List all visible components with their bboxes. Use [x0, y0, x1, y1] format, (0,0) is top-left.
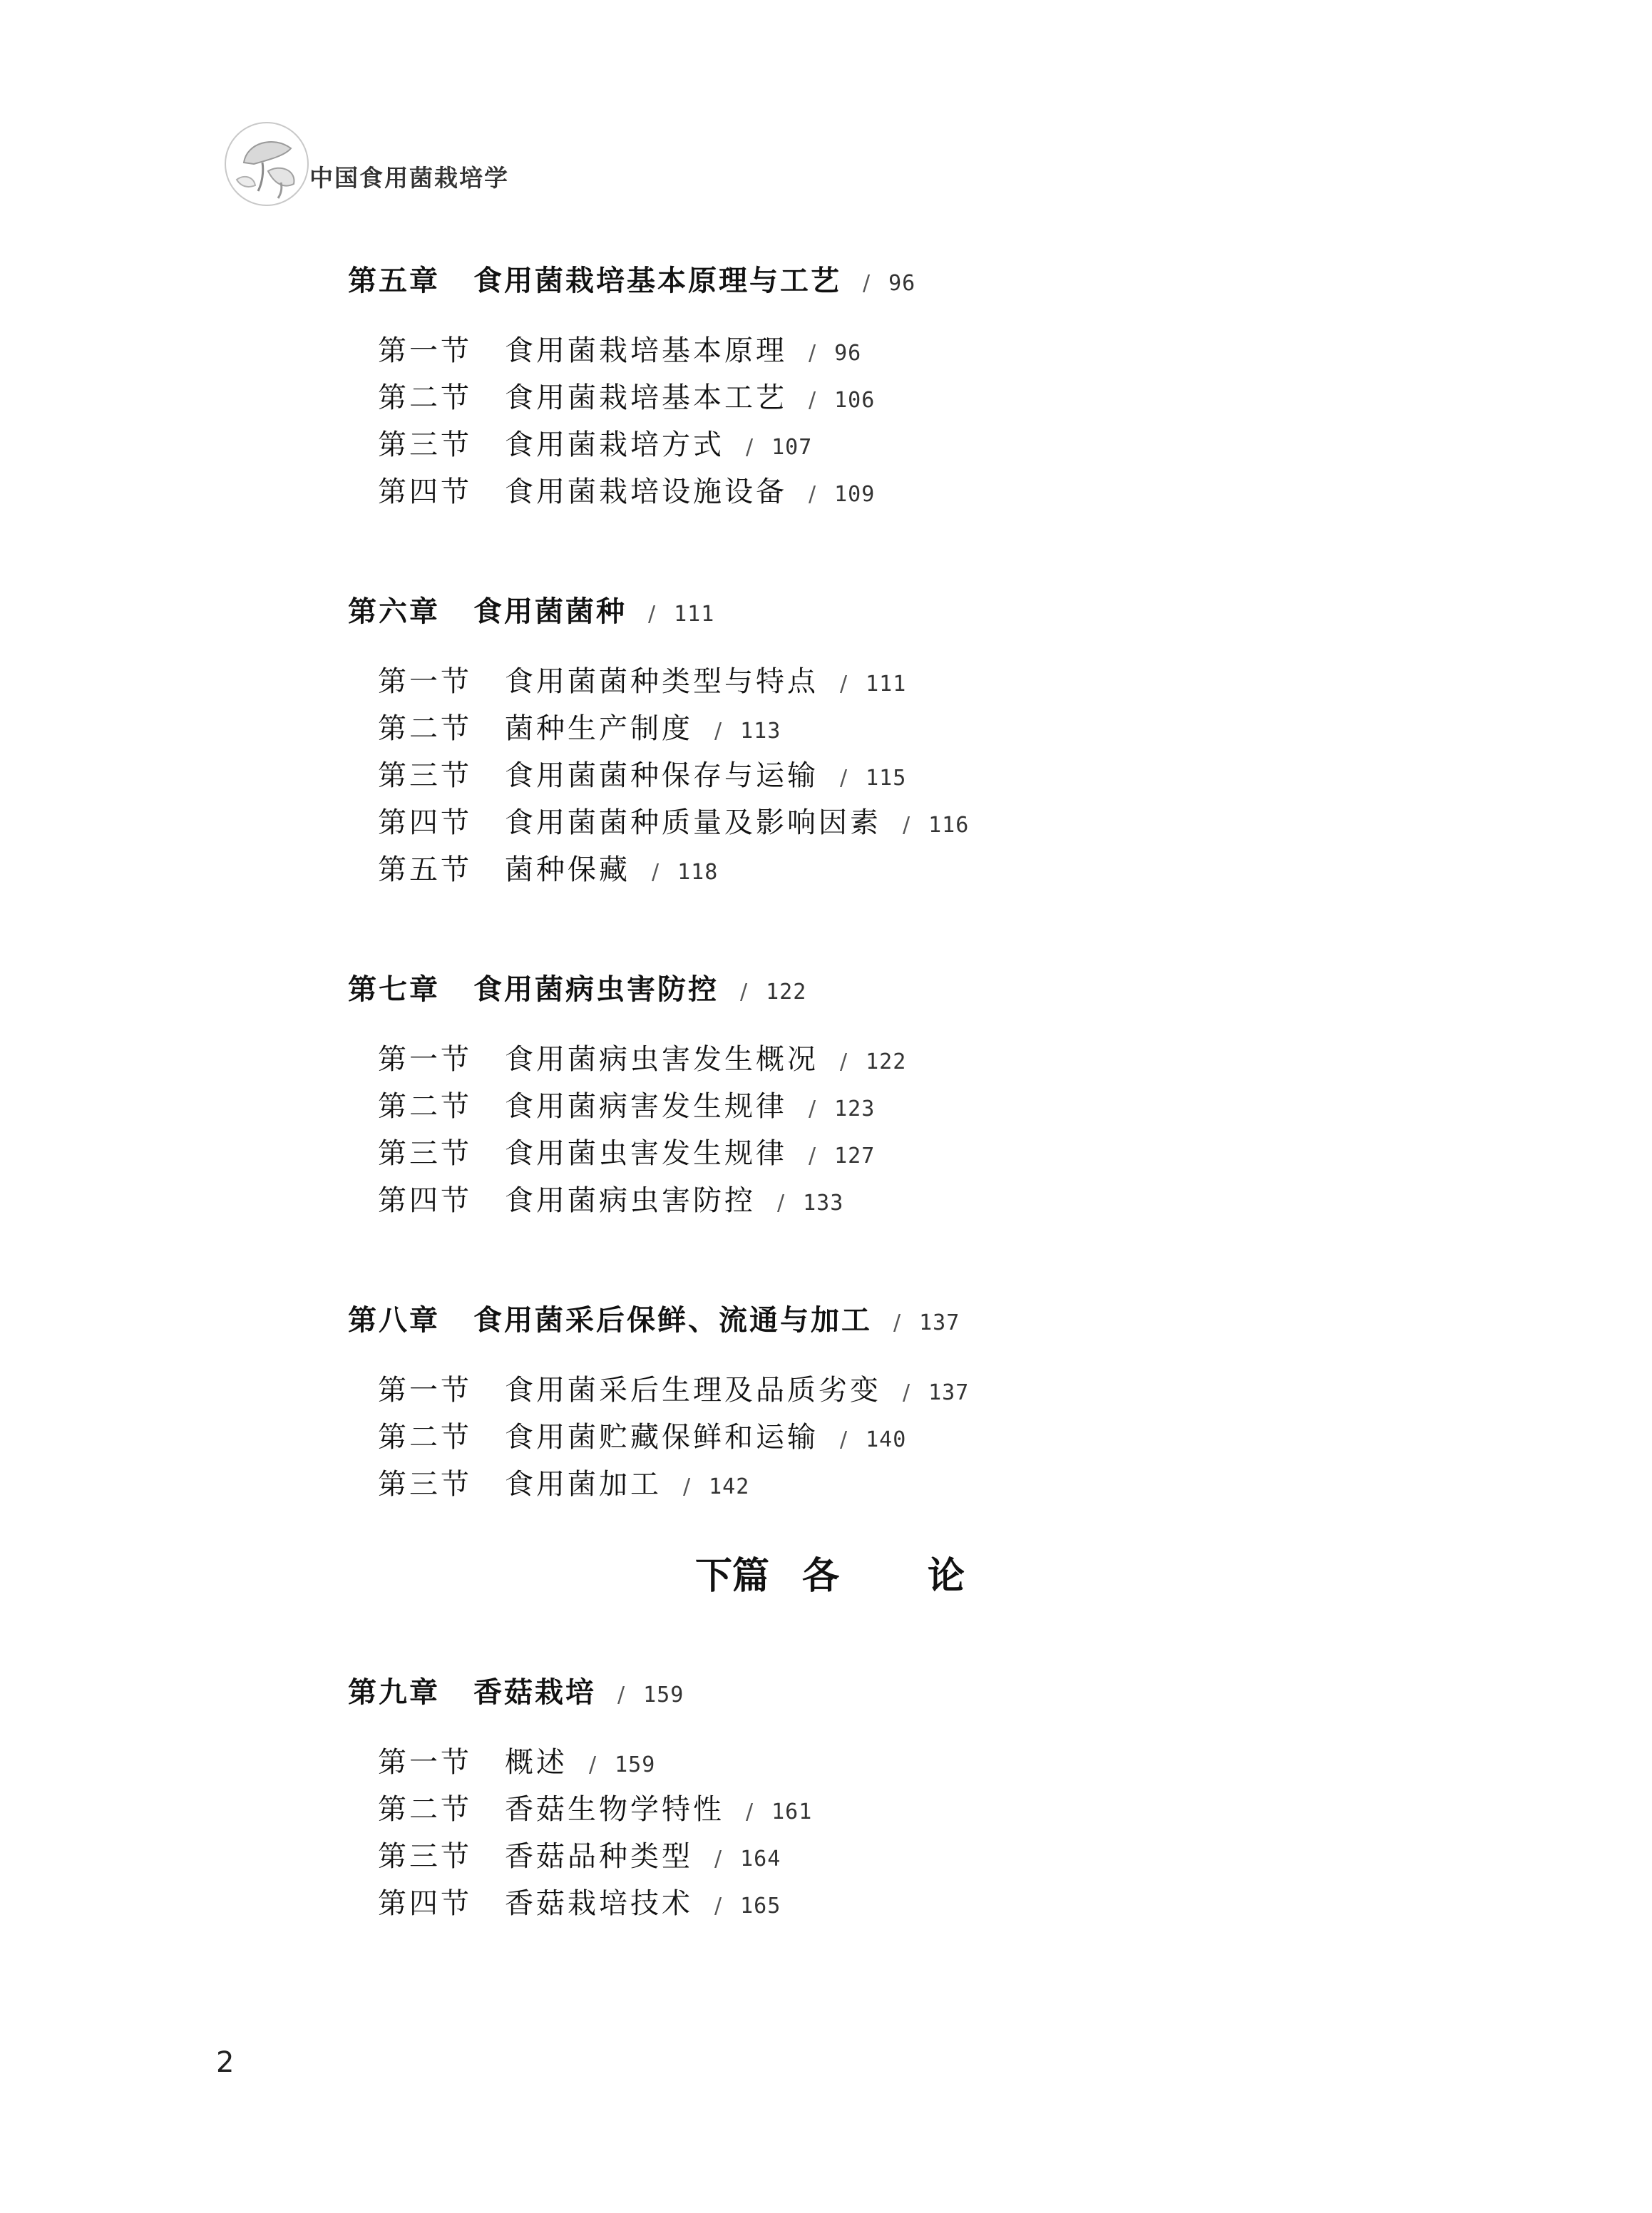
section-number: 第二节	[378, 381, 472, 414]
chapter-title: 食用菌菌种	[473, 595, 627, 628]
section-number: 第五节	[378, 853, 472, 886]
separator: /	[714, 1894, 722, 1919]
section-title: 食用菌病虫害防控	[505, 1184, 756, 1217]
chapter-number: 第六章	[348, 595, 440, 628]
separator: /	[714, 1847, 722, 1871]
chapter-number: 第九章	[348, 1676, 440, 1709]
section-number: 第三节	[378, 1840, 472, 1873]
section-title: 食用菌病害发生规律	[505, 1090, 787, 1123]
toc-section[interactable]	[378, 1881, 781, 1921]
separator: /	[809, 1144, 816, 1169]
page-number: 111	[674, 602, 715, 627]
section-number: 第三节	[378, 428, 472, 461]
section-number: 第一节	[378, 334, 472, 367]
section-title: 香菇生物学特性	[505, 1793, 724, 1826]
separator: /	[893, 1310, 901, 1335]
part-heading-word-1: 各	[802, 1554, 840, 1598]
section-number: 第四节	[378, 1887, 472, 1920]
separator: /	[903, 813, 910, 838]
section-number: 第二节	[378, 1793, 472, 1826]
section-number: 第四节	[378, 476, 472, 508]
separator: /	[840, 766, 848, 791]
page-number: 142	[709, 1474, 750, 1499]
section-number: 第一节	[378, 1374, 472, 1407]
toc-section[interactable]	[378, 1178, 843, 1218]
section-number: 第一节	[378, 1043, 472, 1076]
page-number: 116	[928, 813, 970, 838]
page-number: 107	[771, 435, 813, 460]
separator: /	[683, 1474, 691, 1499]
running-header	[222, 120, 935, 220]
section-title: 食用菌虫害发生规律	[505, 1137, 787, 1170]
separator: /	[809, 341, 816, 366]
toc-chapter[interactable]	[348, 258, 915, 299]
page-number: 161	[771, 1799, 813, 1824]
separator: /	[746, 1799, 754, 1824]
section-title: 食用菌加工	[505, 1468, 662, 1501]
separator: /	[840, 672, 848, 697]
toc-section[interactable]	[378, 469, 875, 510]
section-number: 第三节	[378, 759, 472, 792]
page-number: 106	[834, 388, 876, 413]
page-number: 159	[643, 1683, 684, 1708]
section-title: 食用菌栽培基本原理	[505, 334, 787, 367]
page-number: 137	[919, 1310, 960, 1335]
toc-section[interactable]	[378, 1084, 875, 1124]
page-number: 133	[803, 1191, 844, 1216]
section-title: 菌种保藏	[505, 853, 630, 886]
page-number: 127	[834, 1144, 876, 1169]
section-title: 食用菌栽培方式	[505, 428, 724, 461]
toc-section[interactable]	[378, 1037, 906, 1077]
chapter-number: 第八章	[348, 1304, 440, 1337]
page-number: 113	[740, 719, 781, 744]
section-title: 菌种生产制度	[505, 712, 693, 745]
mushroom-logo-icon	[222, 120, 311, 208]
section-title: 概述	[505, 1746, 568, 1779]
toc-chapter[interactable]	[348, 1670, 684, 1710]
running-title: 中国食用菌栽培学	[309, 164, 509, 192]
section-number: 第三节	[378, 1137, 472, 1170]
toc-section[interactable]	[378, 1462, 749, 1502]
section-number: 第一节	[378, 665, 472, 698]
toc-section[interactable]	[378, 706, 781, 746]
separator: /	[648, 602, 656, 627]
section-number: 第三节	[378, 1468, 472, 1501]
folio-page-number: 2	[216, 2046, 235, 2079]
chapter-title: 香菇栽培	[473, 1676, 596, 1709]
separator: /	[777, 1191, 785, 1216]
separator: /	[589, 1752, 597, 1777]
toc-section[interactable]	[378, 1740, 655, 1780]
section-title: 食用菌采后生理及品质劣变	[505, 1374, 881, 1407]
separator: /	[714, 719, 722, 744]
separator: /	[863, 271, 871, 296]
separator: /	[617, 1683, 625, 1708]
page-number: 96	[834, 341, 862, 366]
page-number: 140	[866, 1427, 907, 1452]
separator: /	[809, 388, 816, 413]
chapter-number: 第七章	[348, 973, 440, 1006]
page-number: 118	[677, 860, 719, 885]
page-number: 96	[888, 271, 916, 296]
page-number: 137	[928, 1380, 970, 1405]
page-number: 122	[766, 980, 807, 1005]
separator: /	[809, 1097, 816, 1121]
part-heading	[695, 1546, 965, 1599]
page-number: 111	[866, 672, 907, 697]
page-number: 123	[834, 1097, 876, 1121]
toc-section[interactable]	[378, 800, 969, 841]
part-heading-label: 下篇	[695, 1554, 770, 1598]
section-title: 食用菌菌种质量及影响因素	[505, 806, 881, 839]
section-title: 食用菌贮藏保鲜和运输	[505, 1421, 819, 1454]
section-title: 食用菌病虫害发生概况	[505, 1043, 819, 1076]
chapter-title: 食用菌病虫害防控	[473, 973, 719, 1006]
toc-section[interactable]	[378, 1787, 812, 1827]
toc-section[interactable]	[378, 1131, 875, 1171]
section-number: 第二节	[378, 712, 472, 745]
section-title: 食用菌栽培基本工艺	[505, 381, 787, 414]
chapter-title: 食用菌采后保鲜、流通与加工	[473, 1304, 872, 1337]
chapter-title: 食用菌栽培基本原理与工艺	[473, 265, 841, 297]
toc-chapter[interactable]	[348, 1298, 960, 1338]
separator: /	[840, 1427, 848, 1452]
page-number: 115	[866, 766, 907, 791]
toc-section[interactable]	[378, 1834, 781, 1874]
part-heading-word-2: 论	[928, 1554, 965, 1598]
section-number: 第二节	[378, 1421, 472, 1454]
separator: /	[840, 1049, 848, 1074]
section-number: 第一节	[378, 1746, 472, 1779]
separator: /	[652, 860, 660, 885]
page-number: 159	[615, 1752, 656, 1777]
section-number: 第四节	[378, 806, 472, 839]
toc-section[interactable]	[378, 1414, 906, 1455]
separator: /	[746, 435, 754, 460]
toc-chapter[interactable]	[348, 967, 806, 1007]
separator: /	[809, 482, 816, 507]
toc-section[interactable]	[378, 753, 906, 794]
page-number: 164	[740, 1847, 781, 1871]
toc-chapter[interactable]	[348, 589, 714, 630]
page-number: 165	[740, 1894, 781, 1919]
toc-section[interactable]	[378, 422, 812, 463]
page-number: 109	[834, 482, 876, 507]
separator: /	[740, 980, 748, 1005]
section-title: 香菇品种类型	[505, 1840, 693, 1873]
toc-section[interactable]	[378, 375, 875, 416]
toc-section[interactable]	[378, 847, 718, 888]
toc-section[interactable]	[378, 1367, 969, 1408]
section-title: 香菇栽培技术	[505, 1887, 693, 1920]
section-title: 食用菌栽培设施设备	[505, 476, 787, 508]
section-title: 食用菌菌种保存与运输	[505, 759, 819, 792]
toc-section[interactable]	[378, 328, 861, 369]
section-title: 食用菌菌种类型与特点	[505, 665, 819, 698]
chapter-number: 第五章	[348, 265, 440, 297]
section-number: 第二节	[378, 1090, 472, 1123]
section-number: 第四节	[378, 1184, 472, 1217]
toc-section[interactable]	[378, 659, 906, 699]
separator: /	[903, 1380, 910, 1405]
page-number: 122	[866, 1049, 907, 1074]
